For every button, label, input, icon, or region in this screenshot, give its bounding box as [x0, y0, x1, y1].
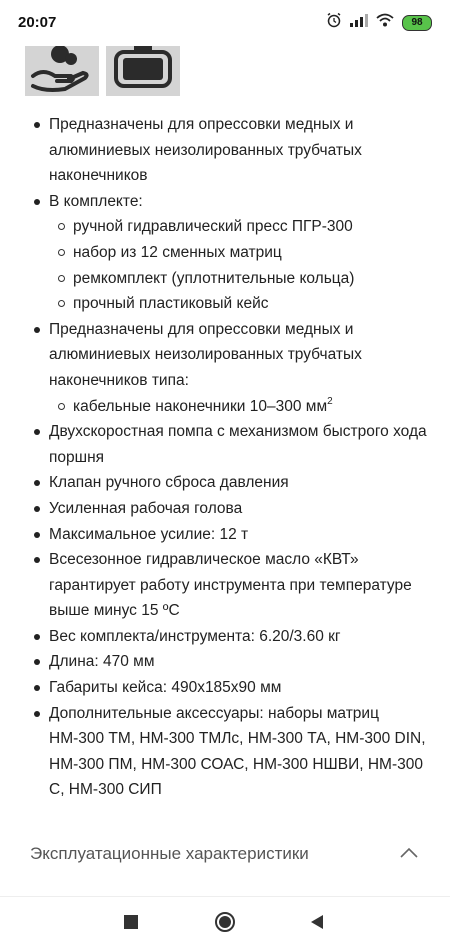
feature-subitem-text: прочный пластиковый кейс [73, 295, 269, 313]
feature-text: Длина: 470 мм [49, 653, 155, 671]
feature-subitem [0, 240, 450, 266]
feature-item [0, 522, 450, 548]
feature-item [0, 547, 450, 624]
feature-list [0, 112, 450, 803]
feature-subitem-text: набор из 12 сменных матриц [73, 243, 282, 261]
status-bar [0, 0, 450, 46]
thumbnail-hand-coins[interactable] [25, 46, 99, 96]
thumbnail-case[interactable] [106, 46, 180, 96]
status-time: 20:07 [18, 14, 57, 31]
superscript: 2 [327, 395, 333, 407]
back-button[interactable] [304, 911, 330, 937]
section-title: Эксплуатационные характеристики [30, 844, 309, 863]
feature-subitem-text: кабельные наконечники 10–300 мм [73, 397, 328, 415]
feature-text: Усиленная рабочая голова [49, 499, 243, 517]
feature-text: Двухскоростная помпа с механизмом быстрого хода поршня [49, 423, 427, 466]
feature-item [0, 419, 450, 470]
feature-subitem-text: ручной гидравлический пресс ПГР-300 [73, 218, 353, 236]
home-circle-icon [214, 911, 236, 938]
feature-item [0, 649, 450, 675]
feature-item [0, 470, 450, 496]
back-triangle-icon [309, 914, 325, 935]
feature-text: Габариты кейса: 490х185х90 мм [49, 679, 282, 697]
feature-item [0, 624, 450, 650]
feature-subitem [0, 291, 450, 317]
wifi-icon [376, 13, 394, 32]
feature-text: Всесезонное гидравлическое масло «КВТ» гарантирует работу инструмента при температуре выше минус 15 ºС [49, 551, 412, 620]
recents-square-icon [124, 915, 138, 934]
feature-item [0, 701, 450, 803]
feature-subitem [0, 266, 450, 292]
feature-text: Предназначены для опрессовки медных и алюминиевых неизолированных трубчатых наконечников типа: [49, 320, 362, 389]
alarm-icon [326, 12, 342, 33]
feature-text: Клапан ручного сброса давления [49, 474, 289, 492]
feature-subitem [0, 394, 450, 420]
feature-item [0, 675, 450, 701]
feature-text: В комплекте: [49, 192, 143, 210]
feature-text: Предназначены для опрессовки медных и алюминиевых неизолированных трубчатых наконечников [49, 116, 362, 185]
features-ul [0, 112, 450, 803]
feature-subitem-text: ремкомплект (уплотнительные кольца) [73, 269, 355, 287]
feature-text: Максимальное усилие: 12 т [49, 525, 249, 543]
signal-icon [350, 13, 368, 32]
recents-button[interactable] [118, 911, 144, 937]
feature-text: Вес комплекта/инструмента: 6.20/3.60 кг [49, 627, 341, 645]
battery-icon: 98 [402, 15, 432, 31]
feature-subitem [0, 214, 450, 240]
hand-coins-icon [25, 46, 99, 96]
section-header[interactable] [0, 836, 450, 876]
navigation-bar [0, 896, 450, 951]
case-icon [106, 46, 180, 96]
feature-item [0, 189, 450, 215]
feature-item [0, 317, 450, 394]
feature-item [0, 496, 450, 522]
chevron-up-icon[interactable] [400, 846, 418, 864]
home-button[interactable] [212, 911, 238, 937]
status-icons [326, 12, 432, 33]
feature-item [0, 112, 450, 189]
feature-text: Дополнительные аксессуары: наборы матриц НМ-300 ТМ, НМ-300 ТМЛс, НМ-300 ТА, НМ-300 DIN, НМ-300 ПМ, НМ-300 СОАС, НМ-300 НШВИ, НМ-300 С, НМ-300 СИП [49, 704, 426, 799]
